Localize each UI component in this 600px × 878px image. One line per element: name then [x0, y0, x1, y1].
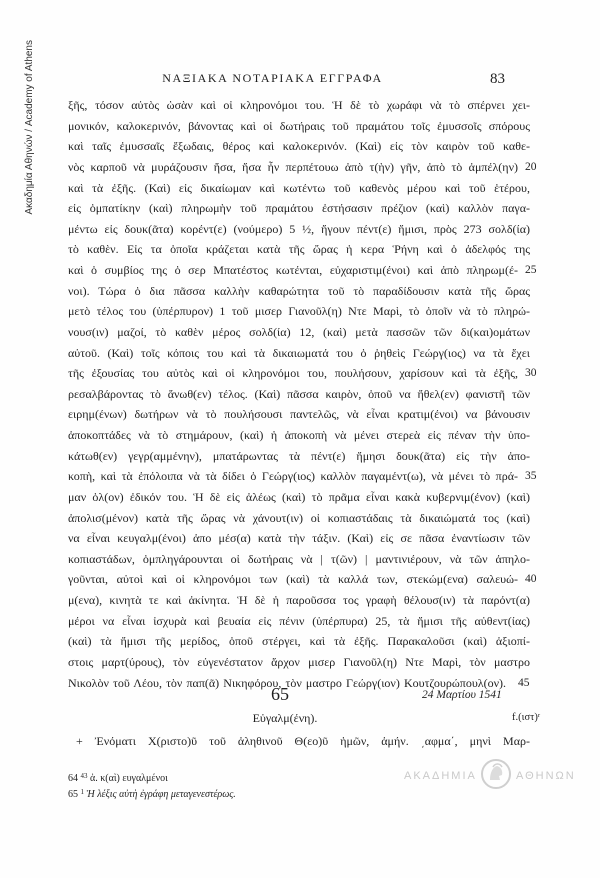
text-line — [68, 631, 530, 652]
text-line — [68, 219, 530, 240]
text-line — [68, 178, 530, 199]
text-line — [68, 363, 537, 384]
academy-watermark — [402, 756, 576, 796]
line-text: ξῆς, τόσον αὐτὸς ὡσὰν καὶ οἱ κληρονόμοι του. Ἡ δὲ τὸ χωράφι νὰ τὸ σπέρνει χει- — [68, 98, 530, 112]
document-first-line — [76, 731, 530, 751]
line-text: καὶ ὁ συμβίος της ὁ σερ Μπατέστος κωτένται, εὐχαριστιμ(ένοι) καὶ ἀπὸ πληρωμ(έ- — [68, 263, 518, 277]
line-text: νὸς καρποῦ νὰ μυράζουσιν ἤσα, ἤσα ἦν περπέτουω ἀπὸ τ(ὴν) γῆν, ἀπὸ τὸ ἀμπέλ(ην) — [68, 159, 518, 174]
footnote-ref: 65 — [68, 789, 78, 800]
footnote-mark: 1 — [80, 788, 84, 796]
side-watermark: Ακαδημία Αθηνών / Academy of Athens — [24, 40, 35, 215]
line-text: νουσ(ιν) μαζοί, τὸ καθὲν μέρος σολδ(ία) 12, (καὶ) μετὰ πασσῶν τῶν δι(και)ομάτων — [68, 324, 530, 339]
footnote — [68, 786, 236, 801]
text-line — [68, 95, 530, 116]
line-text: ἀποκοπτάδες νὰ τὸ στημάρουν, (καὶ) ἡ ἀποκοπὴ νὰ μένει στερεὰ εἰς πέναν τὴν ὑπο- — [68, 428, 530, 442]
footnote — [68, 770, 168, 785]
text-line — [68, 446, 530, 467]
text-line — [68, 239, 530, 260]
line-text: νοι). Τώρα ὁ δια πᾶσσα καλλὴν καθαρώτητα τοῦ τὸ παραδίδουσιν κατὰ τῆς ὥρας — [68, 283, 530, 298]
line-text: εἰς ὁμπατίκην (καὶ) πληρωμὴν τοῦ πραμάτου ἐστήσασιν πρέζιον (καὶ) καλλὸν παγα- — [68, 201, 530, 216]
line-text: γοῦνται, αὐτοὶ καὶ οἱ κληρονόμοι των (καὶ) τὰ καλλά των, στεκώμ(ενα) σαλευώ- — [68, 572, 518, 587]
text-line — [68, 508, 530, 529]
line-text: κοπὴ, καὶ τὰ ἐπόλοιπα νὰ τὰ δίδει ὁ Γεώργ(ιος) καλλὸν παγαμέντ(ω), νὰ μένει τὸ πρά- — [68, 469, 518, 484]
line-text: μέροι να εἶναι ἰσχυρὰ καὶ βευαία εἰς πένιν (ὑπέρπυρα) 25, τὰ ἥμισι τῆς αὐθεντ(ίας) — [68, 613, 530, 628]
margin-line-number: 45 — [518, 676, 530, 689]
line-text: Νικολὸν τοῦ Λέου, τὸν παπ(ᾶ) Νικηφόρου, τὸν μαστρο Γεώργ(ιον) Κουτζουρώπουλ(ον). — [68, 675, 506, 690]
page-number: 83 — [490, 71, 505, 87]
document-heading: Εὐγαλμ(ένη). — [252, 711, 318, 725]
footnote-text: ἀ. κ(αὶ) ευγαλμένοι — [90, 773, 168, 784]
footnote-ref: 64 — [68, 773, 78, 784]
line-text: μ(ενα), κινητὰ τε καὶ ἀκίνητα. Ἡ δὲ ἡ παροῦσσα τος γραφὴ θέλουσ(ιν) τὰ παρόντ(α) — [68, 593, 530, 607]
text-line — [68, 301, 530, 322]
line-text: + Ἐνόματι Χ(ριστο)ῦ τοῦ ἀληθινοῦ Θ(εο)ῦ ἡμῶν, ἀμήν. ͵αφμα΄, μηνὶ Μαρ- — [76, 734, 530, 748]
text-line — [68, 384, 530, 405]
footnote-text: Ἡ λέξις αὐτὴ ἐγράφη μεταγενεστέρως. — [86, 789, 236, 800]
text-line — [68, 343, 530, 364]
text-line — [68, 260, 537, 281]
text-line — [68, 569, 537, 590]
line-text: να εἶναι κευγαλμ(ένοι) ἀπο μέσ(α) κατὰ τὴν τάξιν. (Καὶ) εἰς σε πᾶσα ἐναντίωσιν τῶν — [68, 531, 530, 546]
line-text: τὸ καθὲν. Εἰς τα ὁποῖα κράζεται κατὰ τῆς ὥρας ἡ κερα Ῥήνη καὶ ὁ ἀδελφός της — [68, 242, 530, 257]
margin-line-number: 20 — [525, 160, 537, 173]
line-text: κάτωθ(εν) γεγρ(αμμένην), μπατάρωντας τὰ πέντ(ε) ἥμησι δουκ(ᾶτα) εἰς τὴν ἀπο- — [68, 448, 530, 463]
text-line — [68, 611, 530, 632]
text-line — [68, 198, 530, 219]
text-line — [68, 528, 530, 549]
text-line — [68, 404, 530, 425]
folio-reference: f.(ιστ)ʳ — [512, 712, 541, 723]
line-text: ἀπολισ(μένον) κατὰ τῆς ὥρας νὰ χάνουτ(ιν) οἱ κοπιαστάδαις τὰ δικαιώματά τος (καὶ) — [68, 510, 530, 525]
text-line — [68, 281, 530, 302]
document-number: 65 — [271, 684, 289, 704]
text-line — [68, 487, 530, 508]
text-line — [68, 136, 530, 157]
margin-line-number: 30 — [525, 367, 537, 380]
text-line — [68, 322, 530, 343]
watermark-text-left: ΑΚΑΔΗΜΙΑ — [404, 770, 477, 782]
margin-line-number: 25 — [525, 264, 537, 276]
line-text: καὶ ταῖς ἐμυσσαῖς ἔξωδαις, θέρος καὶ καλοκερινόν. (Καὶ) εἰς τὸν καιρὸν τοῦ καθε- — [68, 139, 530, 154]
line-text: στοις μαρτ(ύρους), τὸν εὐγενέστατον ἄρχον μισερ Γιανοῦλ(η) Ντε Μαρὶ, τὸν μαστρο — [68, 654, 530, 669]
line-text: αὐτοῦ. (Καὶ) τοῖς κόποις του καὶ τὰ δικαιωματά του ὁ ῥηθεὶς Γεώργ(ιος) να τὰ ἔχει — [68, 345, 530, 360]
document-64-text — [68, 95, 548, 693]
document-date: 24 Μαρτίου 1541 — [422, 689, 502, 701]
line-text: τῆς ἐξουσίας του αὐτὸς καὶ οἱ κληρονόμοι του, πουλήσουν, χαρίσουν καὶ τὰ ἐξῆς, — [68, 366, 518, 381]
footnote-mark: 43 — [80, 772, 88, 780]
line-text: ρεσαλβάροντας τὸ ἄνωθ(εν) τέλος. (Καὶ) πᾶσσα καιρὸν, ὁποῦ να ἤθελ(εν) φανιστῆ τῶν — [68, 386, 530, 401]
watermark-text-right: ΑΘΗΝΩΝ — [516, 770, 576, 782]
margin-line-number: 40 — [525, 573, 537, 586]
line-text: καὶ τὰ ἐξῆς. (Καὶ) εἰς δικαίωμαν καὶ κωτέντω τοῦ καθενὸς μέρου καὶ τοῦ ἑτέρου, — [68, 180, 530, 195]
text-line — [68, 157, 537, 178]
line-text: κοπιαστάδων, ὁμπληγάρουνται οἱ δωτήραις νὰ | τ(ῶν) | μαντινιέρουν, νὰ τῶν ἀπηλο- — [68, 551, 530, 566]
line-text: ειρημ(ένων) δωτήρων νὰ τὸ πουλήσουσι παντελῶς, νὰ εἶναι κρατιμ(ένοι) να βάνουσιν — [68, 407, 530, 422]
line-text: μέντω εἰς δουκ(ᾶτα) κορέντ(ε) (νούμερο) 5 ½, ἤγουν πέντ(ε) ἥμισι, πρὸς 273 σολδ(ία) — [68, 221, 530, 236]
line-text: μονικόν, καλοκερινόν, βάνοντας καὶ οἱ δωτήραις τοῦ πραμάτου τοῖς ἐμυσσοῖς σπόρους — [68, 118, 530, 133]
running-title: ΝΑΞΙΑΚΑ ΝΟΤΑΡΙΑΚΑ ΕΓΓΡΑΦΑ — [162, 71, 383, 85]
text-line — [68, 549, 530, 570]
line-text: μετὸ τέλος του (ὑπέρπυρον) 1 τοῦ μισερ Γιανοῦλ(η) Ντε Μαρὶ, τὸ ὁποῖν νὰ τὸ πληρώ- — [68, 304, 530, 319]
academy-emblem-icon — [480, 758, 512, 790]
text-line — [68, 425, 530, 446]
text-line — [68, 590, 530, 611]
line-text: (καὶ) τὰ ἥμισι τῆς μερίδος, ὁποῦ στέργει, καὶ τὰ ἐξῆς. Παρακαλοῦσι (καὶ) ἀξιοπί- — [68, 634, 530, 649]
text-line — [68, 652, 530, 673]
margin-line-number: 35 — [525, 470, 537, 483]
text-line — [68, 116, 530, 137]
line-text: μαν ὁλ(ον) ἐδικόν του. Ἡ δὲ εἰς ἀλέως (καὶ) τὸ πρᾶμα εἶναι κακὰ κυβερνιμ(ένον) (καὶ) — [68, 489, 530, 504]
text-line — [68, 466, 537, 487]
